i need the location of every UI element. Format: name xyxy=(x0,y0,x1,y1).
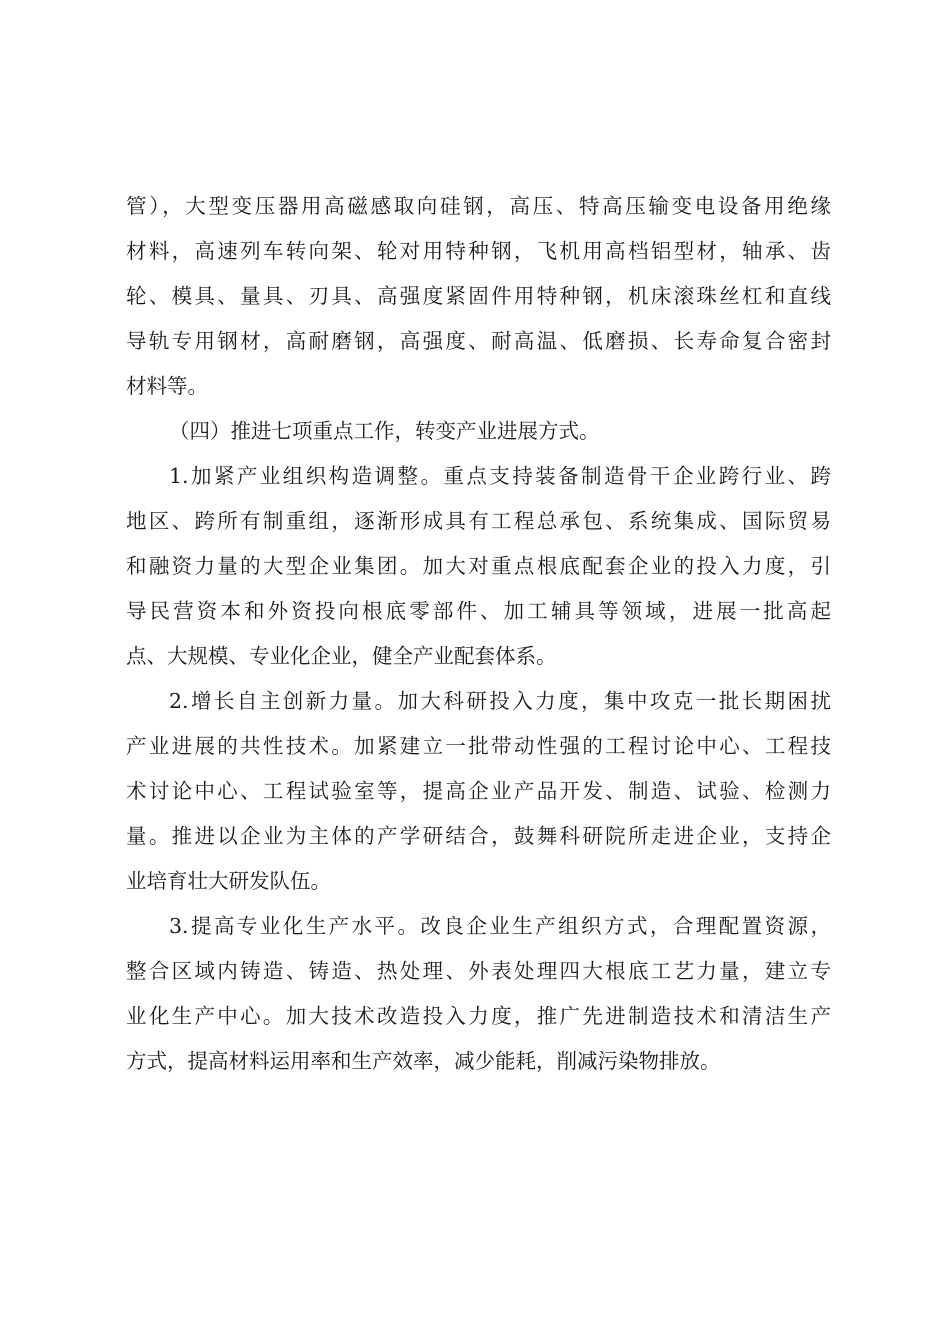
text-line: 导轨专用钢材，高耐磨钢，高强度、耐高温、低磨损、长寿命复合密封 xyxy=(126,329,831,353)
paragraph-item-1 xyxy=(126,454,831,679)
paragraph-item-2 xyxy=(126,679,831,904)
heading-line: （四）推进七项重点工作，转变产业进展方式。 xyxy=(169,419,600,443)
text-line: 管），大型变压器用高磁感取向硅钢，高压、特高压输变电设备用绝缘 xyxy=(126,194,831,218)
text-line: 导民营资本和外资投向根底零部件、加工辅具等领域，进展一批高起 xyxy=(126,599,831,623)
paragraph-item-3 xyxy=(126,904,831,1084)
text-line: 方式，提高材料运用率和生产效率，减少能耗，削减污染物排放。 xyxy=(126,1049,721,1073)
text-line: 材料，高速列车转向架、轮对用特种钢，飞机用高档铝型材，轴承、齿 xyxy=(126,239,831,263)
text-line: 地区、跨所有制重组，逐渐形成具有工程总承包、系统集成、国际贸易 xyxy=(126,509,831,533)
text-line: 产业进展的共性技术。加紧建立一批带动性强的工程讨论中心、工程技 xyxy=(126,734,831,758)
text-line: 量。推进以企业为主体的产学研结合，鼓舞科研院所走进企业，支持企 xyxy=(126,824,831,848)
text-line: 业培育壮大研发队伍。 xyxy=(126,869,331,893)
text-line: 3.提高专业化生产水平。改良企业生产组织方式，合理配置资源， xyxy=(169,914,831,938)
text-line: 点、大规模、专业化企业，健全产业配套体系。 xyxy=(126,644,557,668)
text-line: 术讨论中心、工程试验室等，提高企业产品开发、制造、试验、检测力 xyxy=(126,779,831,803)
text-line: 整合区域内铸造、铸造、热处理、外表处理四大根底工艺力量，建立专 xyxy=(126,959,831,983)
text-line: 1.加紧产业组织构造调整。重点支持装备制造骨干企业跨行业、跨 xyxy=(169,464,831,488)
text-line: 轮、模具、量具、刃具、高强度紧固件用特种钢，机床滚珠丝杠和直线 xyxy=(126,284,831,308)
document-body xyxy=(126,184,831,1084)
text-line: 材料等。 xyxy=(126,374,208,398)
paragraph-continuation xyxy=(126,184,831,409)
text-line: 业化生产中心。加大技术改造投入力度，推广先进制造技术和清洁生产 xyxy=(126,1004,831,1028)
text-line: 2.增长自主创新力量。加大科研投入力度，集中攻克一批长期困扰 xyxy=(169,689,831,713)
text-line: 和融资力量的大型企业集团。加大对重点根底配套企业的投入力度，引 xyxy=(126,554,831,578)
section-heading xyxy=(126,409,831,454)
